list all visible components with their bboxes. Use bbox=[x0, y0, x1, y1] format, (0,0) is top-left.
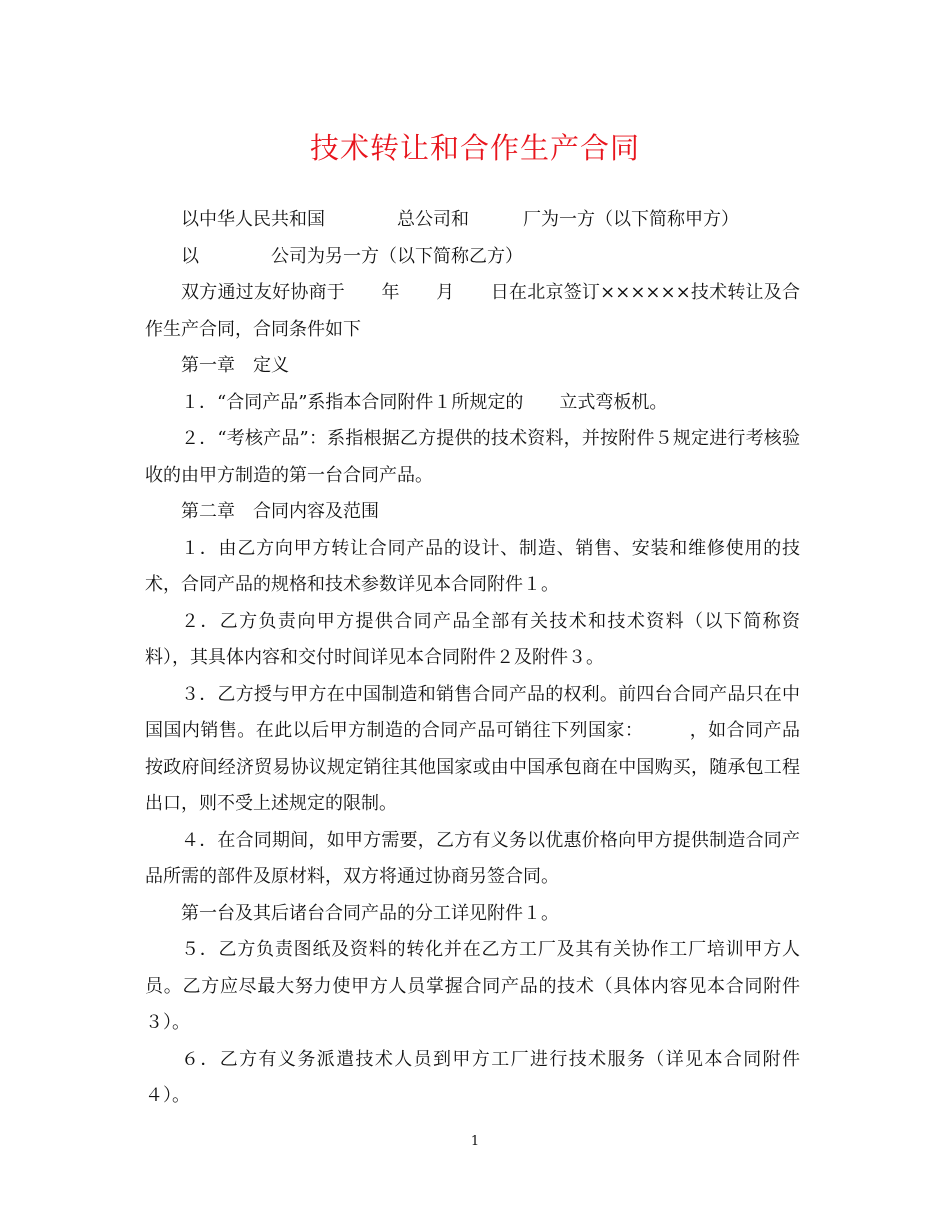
paragraph-clause: ５．乙方负责图纸及资料的转化并在乙方工厂及其有关协作工厂培训甲方人员。乙方应尽最大努力使甲方人员掌握合同产品的技术（具体内容见本合同附件３）。 bbox=[145, 939, 800, 1033]
paragraph-party-b: 以 公司为另一方（以下简称乙方） bbox=[181, 245, 523, 267]
page-number: 1 bbox=[470, 1134, 480, 1149]
chapter-heading-1: 第一章 定义 bbox=[181, 355, 289, 376]
contract-body bbox=[145, 202, 800, 1115]
paragraph-clause: ４．在合同期间，如甲方需要，乙方有义务以优惠价格向甲方提供制造合同产品所需的部件及原材料，双方将通过协商另签合同。 bbox=[145, 829, 800, 887]
paragraph-clause: ３．乙方授与甲方在中国制造和销售合同产品的权利。前四台合同产品只在中国国内销售。在此以后甲方制造的合同产品可销往下列国家： ，如合同产品按政府间经济贸易协议规定销往其他国家或由中国承包商在中国购买，随承包工程出口，则不受上述规定的限制。 bbox=[145, 683, 800, 814]
chapter-heading-2: 第二章 合同内容及范围 bbox=[181, 501, 379, 522]
paragraph-clause: ２．“考核产品”：系指根据乙方提供的技术资料，并按附件５规定进行考核验收的由甲方制造的第一台合同产品。 bbox=[145, 428, 800, 486]
paragraph-agreement: 双方通过友好协商于 年 月 日在北京签订××××××技术转让及合作生产合同，合同条件如下 bbox=[145, 282, 800, 340]
paragraph-clause: １．“合同产品”系指本合同附件１所规定的 立式弯板机。 bbox=[181, 391, 668, 413]
paragraph-clause: 第一台及其后诸台合同产品的分工详见附件１。 bbox=[181, 902, 559, 924]
paragraph-clause: ６．乙方有义务派遣技术人员到甲方工厂进行技术服务（详见本合同附件４）。 bbox=[145, 1048, 800, 1106]
document-title: 技术转让和合作生产合同 bbox=[309, 131, 640, 165]
paragraph-clause: １．由乙方向甲方转让合同产品的设计、制造、销售、安装和维修使用的技术，合同产品的规格和技术参数详见本合同附件１。 bbox=[145, 537, 800, 595]
paragraph-clause: ２．乙方负责向甲方提供合同产品全部有关技术和技术资料（以下简称资料），其具体内容和交付时间详见本合同附件２及附件３。 bbox=[145, 610, 800, 668]
paragraph-party-a: 以中华人民共和国 总公司和 厂为一方（以下简称甲方） bbox=[181, 209, 739, 230]
